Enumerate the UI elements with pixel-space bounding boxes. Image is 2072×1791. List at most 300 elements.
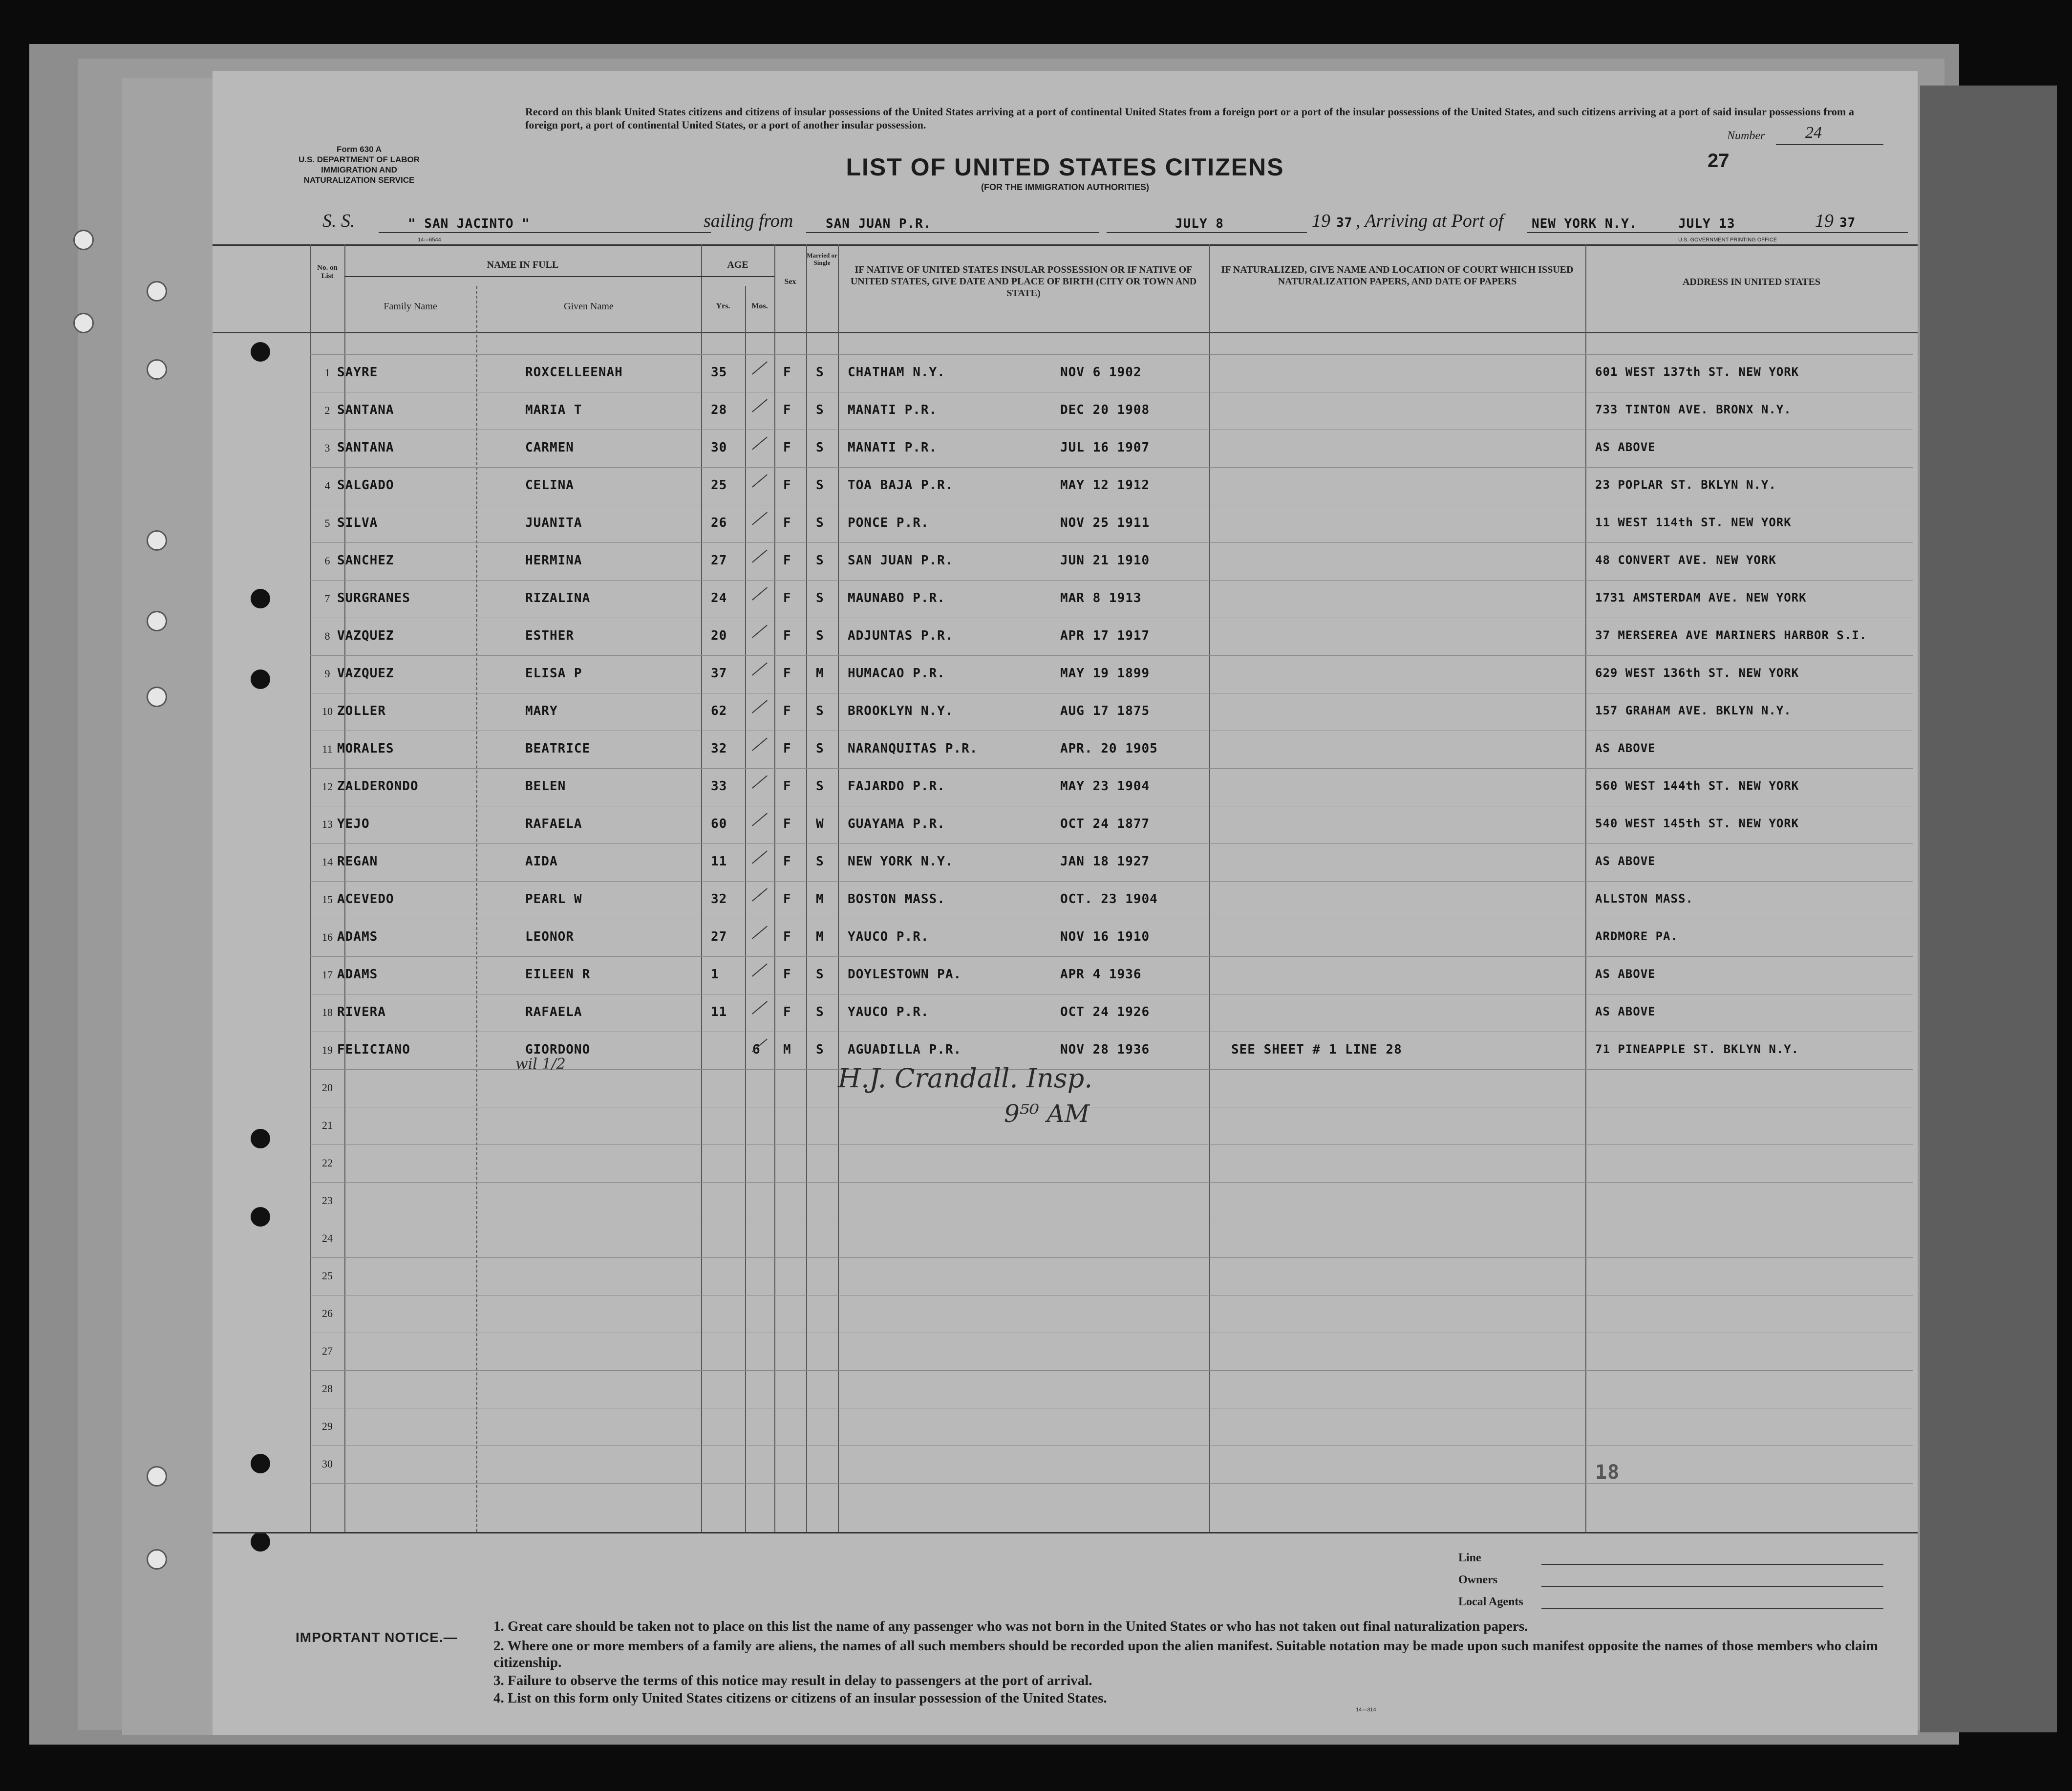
- marital-status-cell: S: [816, 365, 824, 380]
- birth-date-cell: NOV 6 1902: [1060, 365, 1142, 380]
- address-cell: AS ABOVE: [1595, 854, 1656, 868]
- manifest-page: [213, 71, 1918, 1735]
- marital-status-cell: S: [816, 854, 824, 869]
- number-value: 24: [1805, 124, 1822, 142]
- birth-place-cell: HUMACAO P.R.: [848, 666, 945, 681]
- year-prefix: 19: [1312, 211, 1330, 231]
- punch-hole: [251, 342, 270, 362]
- line-number: 3: [324, 442, 330, 454]
- given-name-cell: GIORDONO: [525, 1042, 591, 1057]
- age-years-cell: 24: [711, 591, 727, 605]
- local-agents-label: Local Agents: [1458, 1596, 1523, 1608]
- row-rule: [310, 1257, 1913, 1258]
- address-cell: 48 CONVERT AVE. NEW YORK: [1595, 553, 1776, 567]
- age-years-cell: 26: [711, 516, 727, 530]
- line-number: 13: [322, 818, 333, 830]
- age-years-cell: 32: [711, 741, 727, 756]
- sex-cell: F: [783, 892, 791, 906]
- family-name-cell: YEJO: [337, 817, 370, 831]
- punch-hole: [251, 1207, 270, 1227]
- birth-place-cell: MANATI P.R.: [848, 440, 938, 455]
- birth-date-cell: APR 17 1917: [1060, 628, 1150, 643]
- punch-hole: [251, 1454, 270, 1473]
- binder-hole: [73, 230, 94, 250]
- address-cell: AS ABOVE: [1595, 741, 1656, 755]
- sex-cell: F: [783, 1005, 791, 1019]
- line-number: 4: [324, 479, 330, 492]
- age-months-cell: 6: [752, 1042, 761, 1057]
- address-cell: 11 WEST 114th ST. NEW YORK: [1595, 516, 1792, 529]
- birth-place-cell: FAJARDO P.R.: [848, 779, 945, 794]
- address-cell: AS ABOVE: [1595, 1005, 1656, 1018]
- family-name-cell: SANTANA: [337, 440, 394, 455]
- given-name-cell: CARMEN: [525, 440, 574, 455]
- page-subtitle: (FOR THE IMMIGRATION AUTHORITIES): [981, 182, 1149, 192]
- notice-1: 1. Great care should be taken not to place on this list the name of any passenger who was not born in the United States or who has not taken out final naturalization papers.: [493, 1618, 1528, 1634]
- row-rule: [310, 354, 1913, 355]
- sex-cell: M: [783, 1042, 791, 1057]
- check-mark: [752, 361, 768, 374]
- line-number: 30: [322, 1458, 333, 1470]
- depart-year: 37: [1336, 216, 1353, 230]
- given-name-cell: MARY: [525, 704, 558, 718]
- given-name-cell: CELINA: [525, 478, 574, 493]
- number-underline: [1776, 144, 1883, 145]
- birth-date-cell: JUN 21 1910: [1060, 553, 1150, 568]
- col-sex: Sex: [784, 278, 796, 286]
- age-years-cell: 62: [711, 704, 727, 718]
- sheet-number: 27: [1708, 150, 1730, 172]
- given-name-cell: HERMINA: [525, 553, 582, 568]
- family-name-cell: SANCHEZ: [337, 553, 394, 568]
- birth-place-cell: AGUADILLA P.R.: [848, 1042, 962, 1057]
- sex-cell: F: [783, 817, 791, 831]
- check-mark: [752, 474, 768, 487]
- inspection-time: 9⁵⁰ AM: [1004, 1100, 1090, 1128]
- line-number: 12: [322, 780, 333, 793]
- right-shadow-strip: [1920, 86, 2057, 1732]
- marital-status-cell: S: [816, 704, 824, 718]
- age-years-cell: 35: [711, 365, 727, 380]
- sex-cell: F: [783, 666, 791, 681]
- given-name-cell: AIDA: [525, 854, 558, 869]
- department: U.S. DEPARTMENT OF LABOR: [298, 155, 420, 164]
- address-cell: 71 PINEAPPLE ST. BKLYN N.Y.: [1595, 1042, 1799, 1056]
- family-name-cell: SALGADO: [337, 478, 394, 493]
- age-years-cell: 27: [711, 929, 727, 944]
- marital-status-cell: M: [816, 929, 824, 944]
- address-cell: 37 MERSEREA AVE MARINERS HARBOR S.I.: [1595, 628, 1867, 642]
- address-cell: ARDMORE PA.: [1595, 929, 1678, 943]
- address-cell: 601 WEST 137th ST. NEW YORK: [1595, 365, 1799, 379]
- family-name-cell: VAZQUEZ: [337, 666, 394, 681]
- age-years-cell: 20: [711, 628, 727, 643]
- sex-cell: F: [783, 516, 791, 530]
- row19-note: wil 1/2: [515, 1056, 566, 1073]
- table-top-rule: [213, 244, 1918, 246]
- arrival-date: JULY 13: [1678, 216, 1735, 231]
- col-divider: [745, 286, 746, 1532]
- line-number: 23: [322, 1194, 333, 1207]
- given-name-cell: MARIA T: [525, 403, 582, 417]
- punch-hole: [251, 1129, 270, 1148]
- birth-place-cell: CHATHAM N.Y.: [848, 365, 945, 380]
- col-mos: Mos.: [751, 302, 768, 310]
- sex-cell: F: [783, 591, 791, 605]
- given-name-cell: RAFAELA: [525, 817, 582, 831]
- col-no: No. on List: [317, 264, 338, 280]
- birth-date-cell: DEC 20 1908: [1060, 403, 1150, 417]
- sex-cell: F: [783, 365, 791, 380]
- line-number: 14: [322, 856, 333, 868]
- form-code-bottom: 14—314: [1356, 1707, 1376, 1713]
- birth-place-cell: NEW YORK N.Y.: [848, 854, 954, 869]
- col-divider: [310, 244, 311, 1532]
- given-name-cell: PEARL W: [525, 892, 582, 906]
- given-name-cell: ELISA P: [525, 666, 582, 681]
- col-divider: [1585, 244, 1586, 1532]
- notice-4: 4. List on this form only United States citizens or citizens of an insular possession of the United States.: [493, 1690, 1107, 1706]
- row-rule: [310, 1370, 1913, 1371]
- from-underline: [806, 232, 1099, 233]
- form-number: Form 630 A: [337, 145, 382, 154]
- sex-cell: F: [783, 929, 791, 944]
- address-cell: 157 GRAHAM AVE. BKLYN N.Y.: [1595, 704, 1792, 717]
- sex-cell: F: [783, 628, 791, 643]
- date-underline: [1107, 232, 1307, 233]
- address-cell: 629 WEST 136th ST. NEW YORK: [1595, 666, 1799, 680]
- marital-status-cell: M: [816, 892, 824, 906]
- service-line2: NATURALIZATION SERVICE: [303, 175, 415, 185]
- family-name-cell: RIVERA: [337, 1005, 386, 1019]
- line-number: 19: [322, 1044, 333, 1056]
- col-age: AGE: [727, 259, 748, 270]
- sailing-label: sailing from: [704, 211, 793, 231]
- line-label: Line: [1458, 1552, 1481, 1564]
- birth-place-cell: DOYLESTOWN PA.: [848, 967, 962, 982]
- arriving-label: , Arriving at Port of: [1356, 211, 1504, 231]
- col-divider: [806, 244, 807, 1532]
- line-number: 18: [322, 1006, 333, 1018]
- marital-status-cell: S: [816, 478, 824, 493]
- notice-3: 3. Failure to observe the terms of this notice may result in delay to passengers at the port of arrival.: [493, 1673, 1092, 1688]
- check-mark: [752, 436, 768, 450]
- col-divider: [774, 244, 775, 1532]
- ss-label: S. S.: [322, 211, 355, 231]
- age-years-cell: 11: [711, 1005, 727, 1019]
- birth-place-cell: NARANQUITAS P.R.: [848, 741, 978, 756]
- line-number: 28: [322, 1382, 333, 1395]
- age-years-cell: 11: [711, 854, 727, 869]
- check-mark: [752, 1001, 768, 1014]
- line-number: 15: [322, 893, 333, 906]
- sex-cell: F: [783, 704, 791, 718]
- birth-date-cell: NOV 16 1910: [1060, 929, 1150, 944]
- birth-place-cell: YAUCO P.R.: [848, 929, 929, 944]
- birth-place-cell: SAN JUAN P.R.: [848, 553, 954, 568]
- col-married-single: Married or Single: [807, 252, 837, 266]
- age-years-cell: 60: [711, 817, 727, 831]
- row-rule: [310, 1144, 1913, 1145]
- marital-status-cell: S: [816, 628, 824, 643]
- binder-hole: [147, 530, 167, 551]
- sex-cell: F: [783, 854, 791, 869]
- from-port: SAN JUAN P.R.: [826, 216, 932, 231]
- ship-name: " SAN JACINTO ": [408, 216, 530, 231]
- name-age-subrule: [344, 276, 774, 277]
- given-name-cell: RIZALINA: [525, 591, 591, 605]
- check-mark: [752, 399, 768, 412]
- arrival-underline: [1527, 232, 1908, 233]
- line-number: 26: [322, 1307, 333, 1319]
- age-years-cell: 25: [711, 478, 727, 493]
- row-rule: [310, 881, 1913, 882]
- row-rule: [310, 580, 1913, 581]
- birth-date-cell: JAN 18 1927: [1060, 854, 1150, 869]
- sex-cell: F: [783, 403, 791, 417]
- age-years-cell: 30: [711, 440, 727, 455]
- check-mark: [752, 549, 768, 562]
- given-name-cell: RAFAELA: [525, 1005, 582, 1019]
- age-years-cell: 33: [711, 779, 727, 794]
- col-birth: IF NATIVE OF UNITED STATES INSULAR POSSESSION OR IF NATIVE OF UNITED STATES, GIVE DATE AND PLACE OF BIRTH (CITY OR TOWN AND STATE): [850, 264, 1197, 299]
- col-divider: [838, 244, 839, 1532]
- birth-place-cell: BOSTON MASS.: [848, 892, 945, 906]
- check-mark: [752, 850, 768, 863]
- family-name-cell: ADAMS: [337, 929, 378, 944]
- sex-cell: F: [783, 553, 791, 568]
- sex-cell: F: [783, 440, 791, 455]
- notice-2: 2. Where one or more members of a family are aliens, the names of all such members should be recorded upon the alien manifest. Suitable notation may be made upon such manifest opposite the names of those members who claim citizenship.: [493, 1638, 1878, 1670]
- given-name-cell: BEATRICE: [525, 741, 591, 756]
- binder-hole: [147, 611, 167, 631]
- punch-hole: [251, 669, 270, 689]
- sex-cell: F: [783, 967, 791, 982]
- birth-date-cell: MAY 19 1899: [1060, 666, 1150, 681]
- row-rule: [310, 768, 1913, 769]
- marital-status-cell: M: [816, 666, 824, 681]
- check-mark: [752, 700, 768, 713]
- birth-date-cell: NOV 28 1936: [1060, 1042, 1150, 1057]
- binder-hole: [147, 1549, 167, 1570]
- footer-rule: [213, 1532, 1918, 1533]
- check-mark: [752, 662, 768, 675]
- col-divider: [701, 244, 702, 1532]
- address-cell: AS ABOVE: [1595, 440, 1656, 454]
- birth-date-cell: JUL 16 1907: [1060, 440, 1150, 455]
- birth-date-cell: APR 4 1936: [1060, 967, 1142, 982]
- birth-date-cell: MAY 23 1904: [1060, 779, 1150, 794]
- col-divider: [476, 286, 477, 1532]
- birth-date-cell: OCT. 23 1904: [1060, 892, 1158, 906]
- birth-place-cell: ADJUNTAS P.R.: [848, 628, 954, 643]
- notice-heading: IMPORTANT NOTICE.—: [296, 1630, 458, 1645]
- binder-hole: [147, 1466, 167, 1487]
- birth-date-cell: OCT 24 1926: [1060, 1005, 1150, 1019]
- sex-cell: F: [783, 741, 791, 756]
- arrival-year: 37: [1839, 216, 1856, 230]
- family-name-cell: FELICIANO: [337, 1042, 410, 1057]
- family-name-cell: ACEVEDO: [337, 892, 394, 906]
- depart-date: JULY 8: [1175, 216, 1224, 231]
- row-rule: [310, 956, 1913, 957]
- intro-paragraph: Record on this blank United States citizens and citizens of insular possessions of the United States arriving at a port of continental United States from a foreign port or a port of the insular possessions of the United States, and such citizens arriving at a port of said insular possessions from a foreign port, a port of continental United States, or a port of another insular possession.: [525, 106, 1854, 131]
- owners-rule: [1541, 1586, 1883, 1587]
- age-years-cell: 32: [711, 892, 727, 906]
- line-number: 25: [322, 1270, 333, 1282]
- family-name-cell: SILVA: [337, 516, 378, 530]
- arrival-port: NEW YORK N.Y.: [1532, 216, 1638, 231]
- line-rule: [1541, 1564, 1883, 1565]
- punch-hole: [251, 589, 270, 608]
- age-years-cell: 1: [711, 967, 719, 982]
- binder-strip: [122, 78, 215, 1735]
- col-given-name: Given Name: [564, 301, 614, 312]
- binder-hole: [73, 313, 94, 333]
- sex-cell: F: [783, 478, 791, 493]
- agents-rule: [1541, 1608, 1883, 1609]
- marital-status-cell: S: [816, 779, 824, 794]
- given-name-cell: ROXCELLEENAH: [525, 365, 623, 380]
- family-name-cell: SANTANA: [337, 403, 394, 417]
- line-number: 8: [324, 630, 330, 642]
- family-name-cell: SAYRE: [337, 365, 378, 380]
- number-label: Number: [1727, 129, 1765, 142]
- row-rule: [310, 467, 1913, 468]
- page-title: LIST OF UNITED STATES CITIZENS: [846, 153, 1284, 181]
- birth-date-cell: APR. 20 1905: [1060, 741, 1158, 756]
- service-line1: IMMIGRATION AND: [321, 165, 397, 174]
- marital-status-cell: S: [816, 741, 824, 756]
- check-mark: [752, 775, 768, 788]
- family-name-cell: ZALDERONDO: [337, 779, 419, 794]
- check-mark: [752, 963, 768, 976]
- marital-status-cell: S: [816, 591, 824, 605]
- marital-status-cell: S: [816, 403, 824, 417]
- binder-hole: [147, 281, 167, 302]
- row-rule: [310, 655, 1913, 656]
- check-mark: [752, 888, 768, 901]
- family-name-cell: SURGRANES: [337, 591, 410, 605]
- line-number: 21: [322, 1119, 333, 1131]
- given-name-cell: JUANITA: [525, 516, 582, 530]
- family-name-cell: MORALES: [337, 741, 394, 756]
- family-name-cell: ADAMS: [337, 967, 378, 982]
- age-years-cell: 37: [711, 666, 727, 681]
- passenger-count: 18: [1595, 1461, 1620, 1484]
- birth-place-cell: PONCE P.R.: [848, 516, 929, 530]
- line-number: 17: [322, 969, 333, 981]
- line-number: 9: [324, 668, 330, 680]
- owners-label: Owners: [1458, 1574, 1497, 1586]
- check-mark: [752, 587, 768, 600]
- line-number: 27: [322, 1345, 333, 1357]
- arrival-year-prefix: 19: [1815, 211, 1834, 231]
- birth-place-cell: TOA BAJA P.R.: [848, 478, 954, 493]
- line-number: 5: [324, 517, 330, 529]
- address-cell: 1731 AMSTERDAM AVE. NEW YORK: [1595, 591, 1807, 604]
- address-cell: 23 POPLAR ST. BKLYN N.Y.: [1595, 478, 1776, 492]
- check-mark: [752, 813, 768, 826]
- birth-date-cell: OCT 24 1877: [1060, 817, 1150, 831]
- marital-status-cell: S: [816, 967, 824, 982]
- address-cell: ALLSTON MASS.: [1595, 892, 1693, 906]
- line-number: 11: [322, 743, 333, 755]
- row-rule: [310, 1182, 1913, 1183]
- address-cell: AS ABOVE: [1595, 967, 1656, 981]
- line-number: 24: [322, 1232, 333, 1244]
- col-name-in-full: NAME IN FULL: [487, 259, 559, 270]
- ship-underline: [379, 232, 711, 233]
- line-number: 20: [322, 1081, 333, 1094]
- table-header-rule: [213, 332, 1918, 333]
- marital-status-cell: S: [816, 553, 824, 568]
- line-number: 2: [324, 404, 330, 416]
- birth-date-cell: NOV 25 1911: [1060, 516, 1150, 530]
- birth-place-cell: GUAYAMA P.R.: [848, 817, 945, 831]
- check-mark: [752, 926, 768, 939]
- col-naturalized: IF NATURALIZED, GIVE NAME AND LOCATION OF COURT WHICH ISSUED NATURALIZATION PAPERS, AND DATE OF PAPERS: [1221, 264, 1574, 287]
- check-mark: [752, 512, 768, 525]
- birth-date-cell: AUG 17 1875: [1060, 704, 1150, 718]
- col-divider: [1209, 244, 1210, 1532]
- family-name-cell: VAZQUEZ: [337, 628, 394, 643]
- birth-place-cell: MANATI P.R.: [848, 403, 938, 417]
- col-yrs: Yrs.: [716, 302, 730, 310]
- age-years-cell: 28: [711, 403, 727, 417]
- col-family-name: Family Name: [384, 301, 437, 312]
- line-number: 1: [324, 367, 330, 379]
- address-cell: 733 TINTON AVE. BRONX N.Y.: [1595, 403, 1792, 416]
- check-mark: [752, 737, 768, 751]
- line-number: 29: [322, 1420, 333, 1432]
- family-name-cell: ZOLLER: [337, 704, 386, 718]
- marital-status-cell: S: [816, 516, 824, 530]
- naturalization-cell: SEE SHEET # 1 LINE 28: [1231, 1042, 1402, 1057]
- line-number: 10: [322, 705, 333, 717]
- birth-date-cell: MAR 8 1913: [1060, 591, 1142, 605]
- marital-status-cell: W: [816, 817, 824, 831]
- binder-hole: [147, 359, 167, 380]
- given-name-cell: EILEEN R: [525, 967, 591, 982]
- address-cell: 560 WEST 144th ST. NEW YORK: [1595, 779, 1799, 793]
- punch-hole: [251, 1532, 270, 1552]
- given-name-cell: LEONOR: [525, 929, 574, 944]
- birth-date-cell: MAY 12 1912: [1060, 478, 1150, 493]
- line-number: 16: [322, 931, 333, 943]
- birth-place-cell: YAUCO P.R.: [848, 1005, 929, 1019]
- binder-hole: [147, 687, 167, 707]
- family-name-cell: REGAN: [337, 854, 378, 869]
- given-name-cell: ESTHER: [525, 628, 574, 643]
- col-divider: [344, 244, 345, 1532]
- marital-status-cell: S: [816, 440, 824, 455]
- address-cell: 540 WEST 145th ST. NEW YORK: [1595, 817, 1799, 830]
- given-name-cell: BELEN: [525, 779, 566, 794]
- inspector-signature: H.J. Crandall. Insp.: [838, 1063, 1093, 1094]
- age-years-cell: 27: [711, 553, 727, 568]
- row-rule: [310, 843, 1913, 844]
- form-code-top: 14—6544: [418, 237, 441, 243]
- sex-cell: F: [783, 779, 791, 794]
- row-rule: [310, 542, 1913, 543]
- line-number: 7: [324, 592, 330, 604]
- row-rule: [310, 1483, 1913, 1484]
- check-mark: [752, 625, 768, 638]
- birth-place-cell: MAUNABO P.R.: [848, 591, 945, 605]
- marital-status-cell: S: [816, 1005, 824, 1019]
- col-address: ADDRESS IN UNITED STATES: [1682, 277, 1821, 287]
